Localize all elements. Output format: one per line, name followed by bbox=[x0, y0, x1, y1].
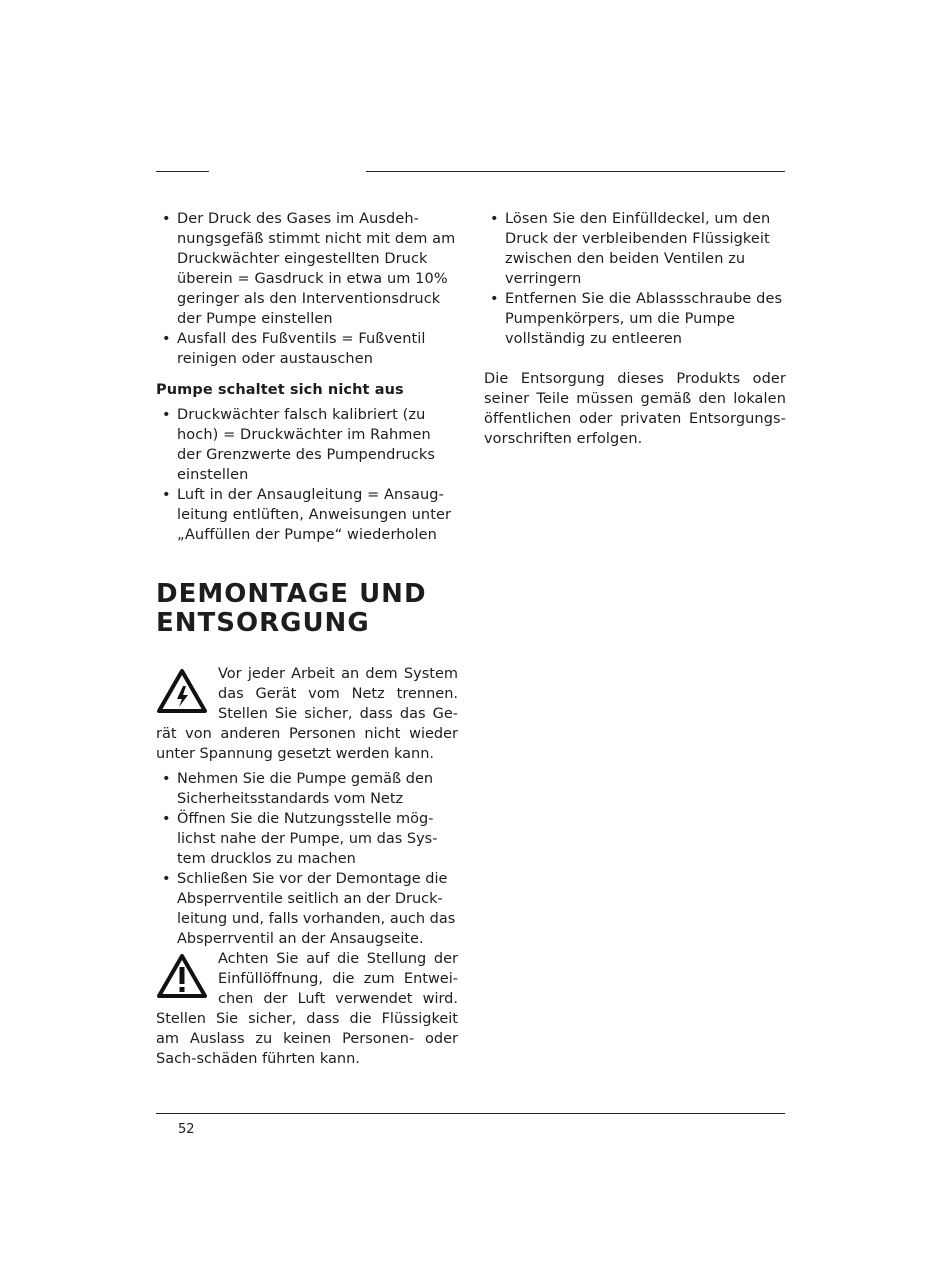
list-item: • Schließen Sie vor der Demontage die Absperrventile seitlich an der Druck-leitung und, falls vorhanden, auch das Absperrventil an der Ansaugseite. bbox=[156, 869, 458, 949]
right-column bbox=[484, 209, 786, 464]
disposal-paragraph: Die Entsorgung dieses Produkts oder seiner Teile müssen gemäß den lokalen öffentlichen oder privaten Entsorgungs-vorschriften erfolgen. bbox=[484, 371, 786, 447]
list-item: • Öffnen Sie die Nutzungsstelle mög-lichst nahe der Pumpe, um das Sys-tem drucklos zu machen bbox=[156, 809, 458, 869]
list-item: • Lösen Sie den Einfülldeckel, um den Druck der verbleibenden Flüssigkeit zwischen den beiden Ventilen zu verringern bbox=[484, 209, 786, 289]
section-title bbox=[156, 580, 476, 638]
general-warning-block bbox=[156, 949, 458, 1069]
list-item: • Nehmen Sie die Pumpe gemäß den Sicherheitsstandards vom Netz bbox=[156, 769, 458, 809]
header-rule-long bbox=[366, 171, 785, 172]
section-title-line2: ENTSORGUNG bbox=[156, 608, 370, 638]
list-item: • Der Druck des Gases im Ausdeh-nungsgefäß stimmt nicht mit dem am Druckwächter eingestellten Druck überein = Gasdruck in etwa um 10% geringer als den Interventionsdruck der Pumpe einstellen bbox=[156, 209, 458, 329]
list-item: • Entfernen Sie die Ablassschraube des Pumpenkörpers, um die Pumpe vollständig zu entleeren bbox=[484, 289, 786, 349]
electric-warning-text: Vor jeder Arbeit an dem System das Gerät vom Netz trennen. Stellen Sie sicher, dass das Ge-rät von anderen Personen nicht wieder unter Spannung gesetzt werden kann. bbox=[156, 666, 458, 762]
page-number: 52 bbox=[178, 1122, 195, 1137]
header-rule-short bbox=[156, 171, 209, 172]
list-item: • Druckwächter falsch kalibriert (zu hoch) = Druckwächter im Rahmen der Grenzwerte des Pumpendrucks einstellen bbox=[156, 405, 458, 485]
list-item: • Ausfall des Fußventils = Fußventil reinigen oder austauschen bbox=[156, 329, 458, 369]
list-item: • Luft in der Ansaugleitung = Ansaug-leitung entlüften, Anweisungen unter „Auffüllen der Pumpe“ wiederholen bbox=[156, 485, 458, 545]
disassembly-list bbox=[156, 769, 458, 949]
section-title-line1: DEMONTAGE UND bbox=[156, 579, 427, 609]
general-warning-text: Achten Sie auf die Stellung der Einfüllöffnung, die zum Entwei-chen der Luft verwendet wird. Stellen Sie sicher, dass die Flüssigkeit am Auslass zu keinen Personen- oder Sach-schäden führten kann. bbox=[156, 951, 458, 1067]
drain-steps-list bbox=[484, 209, 786, 349]
electric-warning-block bbox=[156, 664, 458, 764]
left-column bbox=[156, 209, 458, 545]
troubleshooting-list-top bbox=[156, 209, 458, 369]
disassembly-steps bbox=[156, 769, 458, 1069]
subheading-pump-does-not-stop: Pumpe schaltet sich nicht aus bbox=[156, 382, 404, 398]
troubleshooting-list-sub bbox=[156, 405, 458, 545]
high-voltage-warning-icon bbox=[156, 668, 208, 714]
footer-rule bbox=[156, 1113, 785, 1114]
exclamation-warning-icon bbox=[156, 953, 208, 999]
